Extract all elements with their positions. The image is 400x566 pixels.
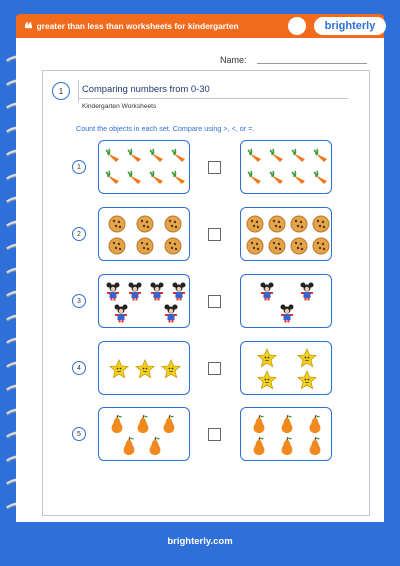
left-object-set bbox=[98, 407, 190, 461]
header-bar bbox=[16, 14, 384, 38]
worksheet-subtitle: Kindergarten Worksheets bbox=[82, 103, 157, 110]
cookie-icon bbox=[163, 214, 183, 234]
cookie-icon bbox=[163, 236, 183, 256]
doll-icon bbox=[169, 281, 189, 301]
doll-icon bbox=[125, 281, 145, 301]
cookie-icon bbox=[245, 214, 265, 234]
row-number: 4 bbox=[72, 361, 86, 375]
left-object-set bbox=[98, 274, 190, 328]
star-face-icon bbox=[257, 370, 277, 390]
carrot-icon bbox=[103, 169, 123, 189]
cookie-icon bbox=[311, 236, 331, 256]
brand-circle-icon bbox=[288, 17, 306, 35]
cookie-icon bbox=[267, 236, 287, 256]
pear-icon bbox=[119, 436, 139, 456]
quote-icon: ❝ bbox=[24, 19, 33, 38]
header-title: greater than less than worksheets for kindergarten bbox=[36, 21, 239, 31]
carrot-icon bbox=[311, 169, 331, 189]
cookie-icon bbox=[107, 214, 127, 234]
right-object-set bbox=[240, 341, 332, 395]
carrot-icon bbox=[289, 147, 309, 167]
name-label: Name: bbox=[220, 55, 247, 65]
star-face-icon bbox=[161, 359, 181, 379]
pear-icon bbox=[249, 414, 269, 434]
left-object-set bbox=[98, 341, 190, 395]
doll-icon bbox=[147, 281, 167, 301]
carrot-icon bbox=[245, 169, 265, 189]
answer-box[interactable] bbox=[208, 362, 221, 375]
doll-icon bbox=[257, 281, 277, 301]
carrot-icon bbox=[147, 147, 167, 167]
pear-icon bbox=[305, 436, 325, 456]
star-face-icon bbox=[297, 348, 317, 368]
comparison-row bbox=[0, 207, 400, 261]
pear-icon bbox=[305, 414, 325, 434]
carrot-icon bbox=[103, 147, 123, 167]
cookie-icon bbox=[245, 236, 265, 256]
carrot-icon bbox=[125, 147, 145, 167]
cookie-icon bbox=[135, 214, 155, 234]
comparison-row bbox=[0, 274, 400, 328]
right-object-set bbox=[240, 274, 332, 328]
right-object-set bbox=[240, 207, 332, 261]
worksheet-title: Comparing numbers from 0-30 bbox=[82, 83, 210, 94]
star-face-icon bbox=[297, 370, 317, 390]
row-number: 5 bbox=[72, 427, 86, 441]
answer-box[interactable] bbox=[208, 428, 221, 441]
carrot-icon bbox=[169, 147, 189, 167]
cookie-icon bbox=[311, 214, 331, 234]
doll-icon bbox=[161, 303, 181, 323]
row-number: 2 bbox=[72, 227, 86, 241]
right-object-set bbox=[240, 140, 332, 194]
carrot-icon bbox=[169, 169, 189, 189]
left-object-set bbox=[98, 207, 190, 261]
cookie-icon bbox=[289, 214, 309, 234]
comparison-row bbox=[0, 407, 400, 461]
star-face-icon bbox=[109, 359, 129, 379]
carrot-icon bbox=[147, 169, 167, 189]
pear-icon bbox=[249, 436, 269, 456]
doll-icon bbox=[111, 303, 131, 323]
doll-icon bbox=[297, 281, 317, 301]
brand-logo[interactable]: brighterly bbox=[314, 17, 386, 35]
lesson-number: 1 bbox=[52, 82, 70, 100]
name-line[interactable] bbox=[257, 63, 367, 64]
pear-icon bbox=[277, 414, 297, 434]
star-face-icon bbox=[257, 348, 277, 368]
row-number: 3 bbox=[72, 294, 86, 308]
answer-box[interactable] bbox=[208, 228, 221, 241]
carrot-icon bbox=[289, 169, 309, 189]
carrot-icon bbox=[125, 169, 145, 189]
star-face-icon bbox=[135, 359, 155, 379]
right-object-set bbox=[240, 407, 332, 461]
comparison-row bbox=[0, 341, 400, 395]
title-underline bbox=[78, 98, 348, 99]
pear-icon bbox=[277, 436, 297, 456]
cookie-icon bbox=[135, 236, 155, 256]
cookie-icon bbox=[267, 214, 287, 234]
carrot-icon bbox=[245, 147, 265, 167]
row-number: 1 bbox=[72, 160, 86, 174]
carrot-icon bbox=[311, 147, 331, 167]
footer-url[interactable]: brighterly.com bbox=[167, 536, 233, 547]
doll-icon bbox=[277, 303, 297, 323]
pear-icon bbox=[159, 414, 179, 434]
pear-icon bbox=[133, 414, 153, 434]
left-object-set bbox=[98, 140, 190, 194]
carrot-icon bbox=[267, 147, 287, 167]
answer-box[interactable] bbox=[208, 295, 221, 308]
pear-icon bbox=[107, 414, 127, 434]
cookie-icon bbox=[107, 236, 127, 256]
answer-box[interactable] bbox=[208, 161, 221, 174]
carrot-icon bbox=[267, 169, 287, 189]
cookie-icon bbox=[289, 236, 309, 256]
instruction-text: Count the objects in each set. Compare using >, <, or =. bbox=[76, 124, 255, 133]
comparison-row bbox=[0, 140, 400, 194]
doll-icon bbox=[103, 281, 123, 301]
pear-icon bbox=[145, 436, 165, 456]
